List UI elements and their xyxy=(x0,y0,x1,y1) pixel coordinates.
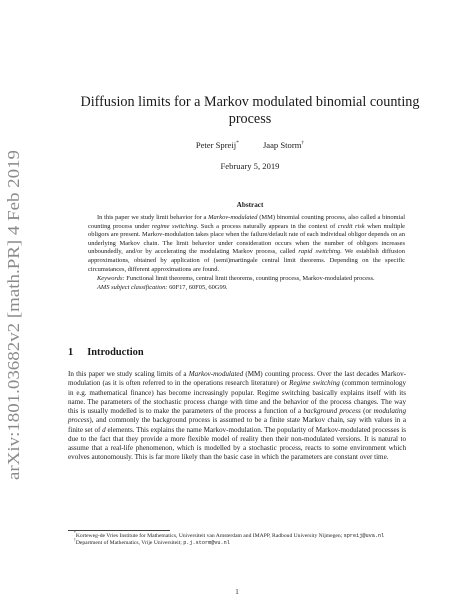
keywords-line xyxy=(88,275,405,284)
author-2-name: Jaap Storm xyxy=(262,140,302,150)
intro-run: ), and commonly the background process is assumed to be a finite state Markov chain, say with values in a finite set of xyxy=(68,416,406,434)
footnote-1-text: Korteweg-de Vries Institute for Mathematics, Universiteit van Amsterdam and IMAPP, Radboud University Nijmegen; xyxy=(75,533,344,539)
introduction-paragraph xyxy=(68,370,406,463)
intro-run: (MM) counting process. Over the last decades Markov-modulation (as it is often referred to in the operations research literature) or xyxy=(68,370,406,388)
footnote-2-mark: † xyxy=(74,538,76,543)
abstract-body xyxy=(88,214,405,274)
abstract-heading: Abstract xyxy=(236,201,264,209)
intro-run: (or xyxy=(360,407,374,415)
paper-date: February 5, 2019 xyxy=(220,161,280,171)
abstract.body-run: rapid switching xyxy=(298,248,341,256)
abstract.body-run: Markov-modulated xyxy=(208,214,258,221)
intro-run: Markov-modulated xyxy=(188,370,244,378)
keywords-label: Keywords: xyxy=(97,275,125,283)
arxiv-identifier-text: arXiv:1801.03682v2 [math.PR] 4 Feb 2019 xyxy=(4,183,23,480)
keywords-text: Functional limit theorems, central limit theorems, counting process, Markov-modulated process. xyxy=(126,275,375,283)
footnote-2-text: Department of Mathematics, Vrije Universiteit; xyxy=(75,540,184,547)
section-heading xyxy=(68,347,144,358)
intro-run: d xyxy=(102,425,106,434)
footnote-1-email[interactable]: spreij@uva.nl xyxy=(343,533,385,539)
paper-title: Diffusion limits for a Markov modulated binomial counting process xyxy=(80,94,420,127)
author-1-footnote-mark[interactable]: * xyxy=(236,140,239,147)
abstract.body-run: regime switching xyxy=(151,222,197,230)
footnotes xyxy=(68,533,406,548)
ams-codes: 60F17, 60F05, 60G99. xyxy=(169,283,228,291)
abstract.body-run: when multiple obligors are present. Markov-modulation takes place when the failure/default rate of each individual obligor depends on an underlying Markov chain. The limit behavior under consideration occurs when the number of obligors increases unboundedly, and/or by accelerating the modulating Markov process, called xyxy=(88,222,405,256)
intro-run: elements. This explains the name Markov-modulation. The popularity of Markov-modulated processes is due to the fact that they provide a more flexible model of reality then their non-modulated versions. It is natural to assume that a real-life phenomenon, which is modelled by a stochastic process, reacts to some environment which evolves autonomously. This is far more likely than the basic case in which the parameters are constant over time. xyxy=(68,425,406,462)
author-1 xyxy=(196,140,239,150)
author-list xyxy=(60,140,440,150)
intro-run: (common terminology in e.g. mathematical finance) has become increasingly popular. Regime switching basically explains itself with its name. The parameters of the stochastic process change with time and the behavior of the process changes. The way this is usually modelled is to make the parameters of the process a function of a xyxy=(68,379,406,415)
intro-run: Regime switching xyxy=(289,379,340,388)
abstract.body-run: . We establish diffusion approximations, obtained by application of (semi)martingale central limit theorems. Depending on the specific circumstances, different approximations are found. xyxy=(88,248,405,273)
intro-run: modulating process xyxy=(68,407,406,425)
abstract xyxy=(88,214,405,292)
introduction-text xyxy=(68,370,406,463)
ams-classification-line xyxy=(88,284,405,293)
abstract.body-run: In this paper we study limit behavior for a xyxy=(97,214,209,221)
arxiv-identifier-stamp xyxy=(0,150,26,480)
intro-run: background process xyxy=(303,407,361,415)
intro-run: In this paper we study scaling limits of a xyxy=(68,370,189,378)
ams-label: AMS subject classification: xyxy=(97,283,168,291)
page-number: 1 xyxy=(235,588,239,596)
abstract.body-run: (MM) binomial counting process, also called a binomial counting process under xyxy=(88,214,405,230)
footnote-1-mark: * xyxy=(74,531,76,536)
author-2-footnote-mark[interactable]: † xyxy=(301,140,305,147)
author-2 xyxy=(263,140,304,150)
author-1-name: Peter Spreij xyxy=(195,140,237,150)
section-number: 1 xyxy=(68,347,74,358)
abstract.body-run: . Such a process naturally appears in the context of xyxy=(196,222,338,230)
footnote-2-email[interactable]: p.j.storm@vu.nl xyxy=(183,540,230,547)
footnote-divider xyxy=(68,530,170,531)
section-title: Introduction xyxy=(87,347,144,358)
abstract.body-run: credit risk xyxy=(337,222,365,230)
footnote-2 xyxy=(68,540,406,547)
